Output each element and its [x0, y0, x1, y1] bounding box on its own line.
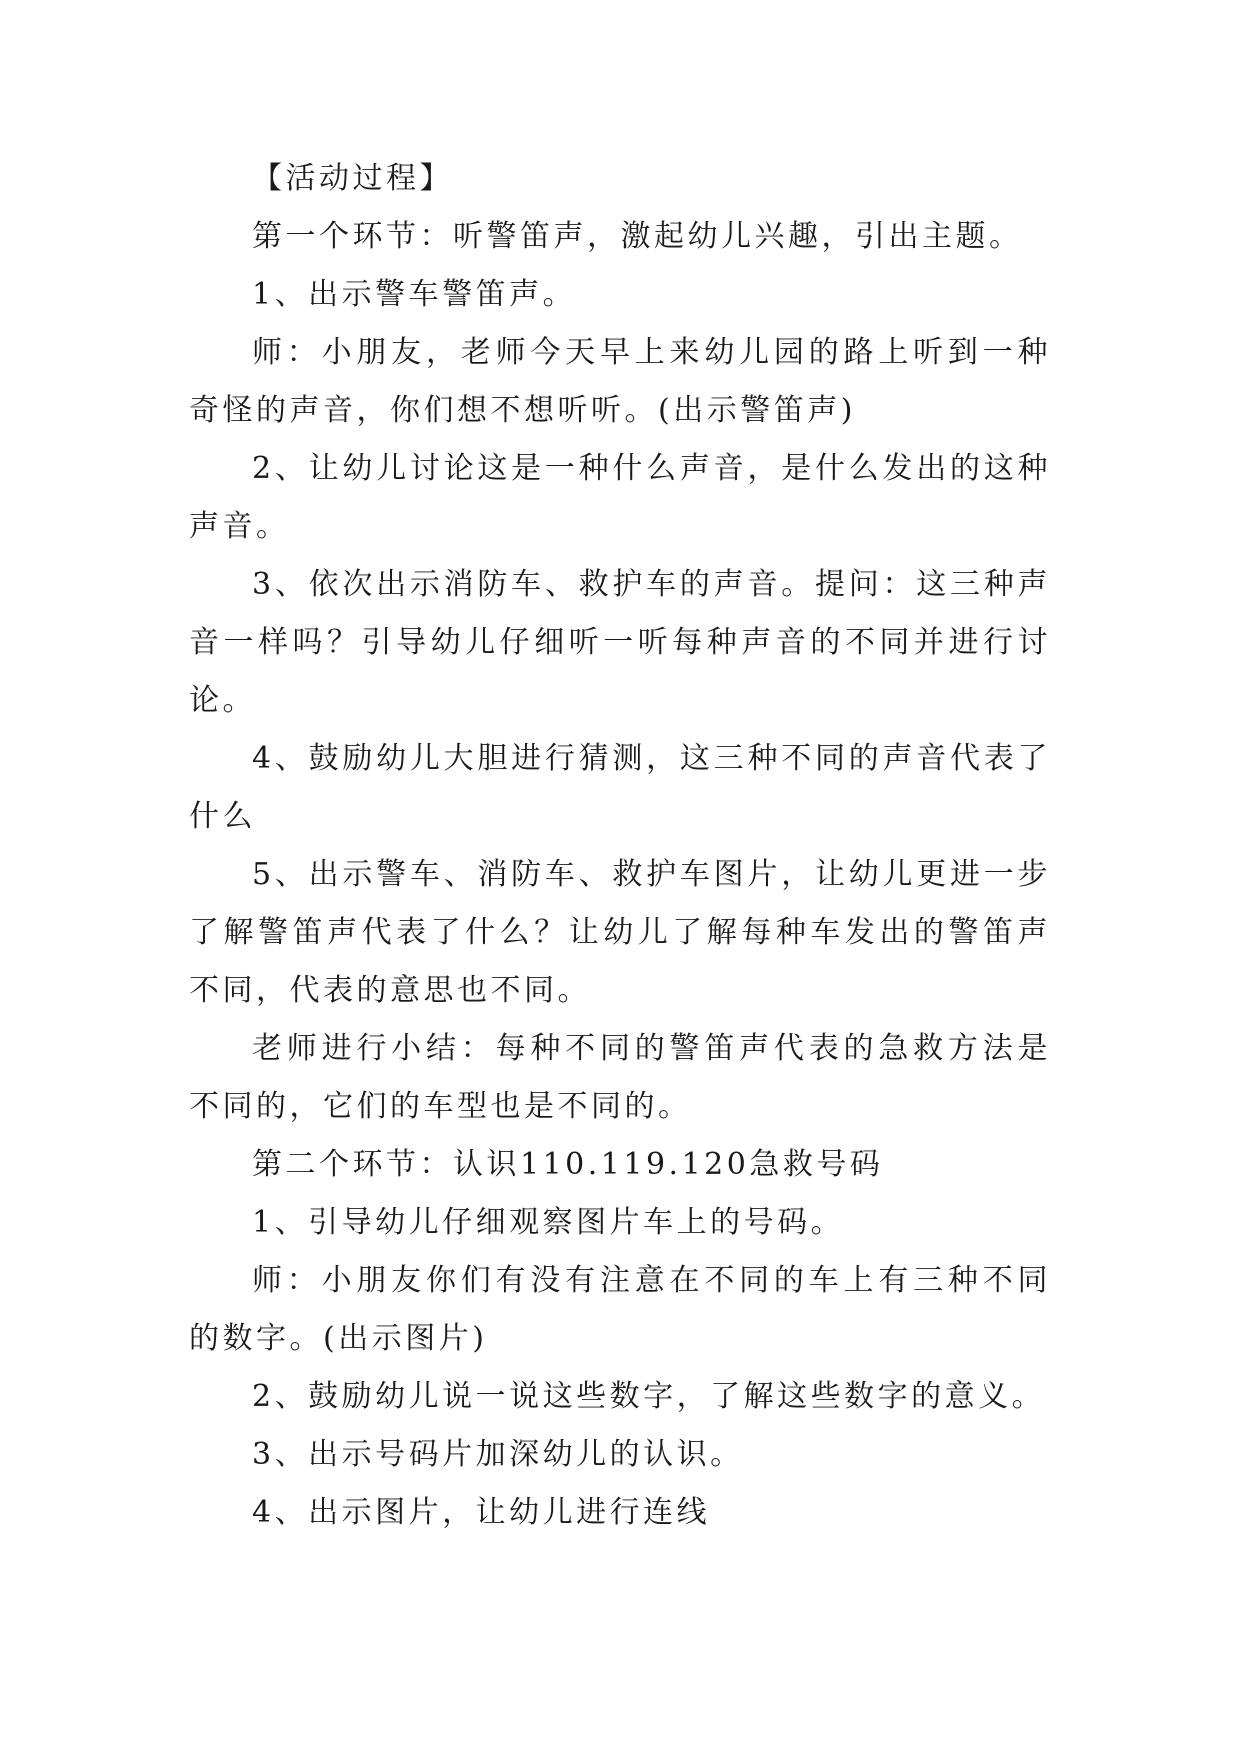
paragraph: 师：小朋友，老师今天早上来幼儿园的路上听到一种奇怪的声音，你们想不想听听。(出示警笛声) — [189, 335, 1051, 428]
paragraph: 3、出示号码片加深幼儿的认识。 — [252, 1437, 744, 1472]
step-heading-1: 第一个环节：听警笛声，激起幼儿兴趣，引出主题。 — [252, 219, 1023, 254]
paragraph: 1、引导幼儿仔细观察图片车上的号码。 — [252, 1205, 845, 1240]
paragraph: 2、让幼儿讨论这是一种什么声音，是什么发出的这种声音。 — [189, 451, 1051, 544]
section-heading: 【活动过程】 — [252, 161, 453, 196]
step-heading-2: 第二个环节：认识110.119.120急救号码 — [252, 1147, 884, 1182]
paragraph: 1、出示警车警笛声。 — [252, 277, 577, 312]
paragraph: 师：小朋友你们有没有注意在不同的车上有三种不同的数字。(出示图片) — [189, 1263, 1051, 1356]
summary-paragraph: 老师进行小结：每种不同的警笛声代表的急救方法是不同的，它们的车型也是不同的。 — [189, 1031, 1051, 1124]
document-body — [189, 150, 1051, 1542]
paragraph: 4、鼓励幼儿大胆进行猜测，这三种不同的声音代表了什么 — [189, 741, 1051, 834]
paragraph: 4、出示图片，让幼儿进行连线 — [252, 1495, 711, 1530]
paragraph: 2、鼓励幼儿说一说这些数字，了解这些数字的意义。 — [252, 1379, 1046, 1414]
paragraph: 3、依次出示消防车、救护车的声音。提问：这三种声音一样吗？引导幼儿仔细听一听每种声音的不同并进行讨论。 — [189, 567, 1051, 718]
paragraph: 5、出示警车、消防车、救护车图片，让幼儿更进一步了解警笛声代表了什么？让幼儿了解每种车发出的警笛声不同，代表的意思也不同。 — [189, 857, 1051, 1008]
